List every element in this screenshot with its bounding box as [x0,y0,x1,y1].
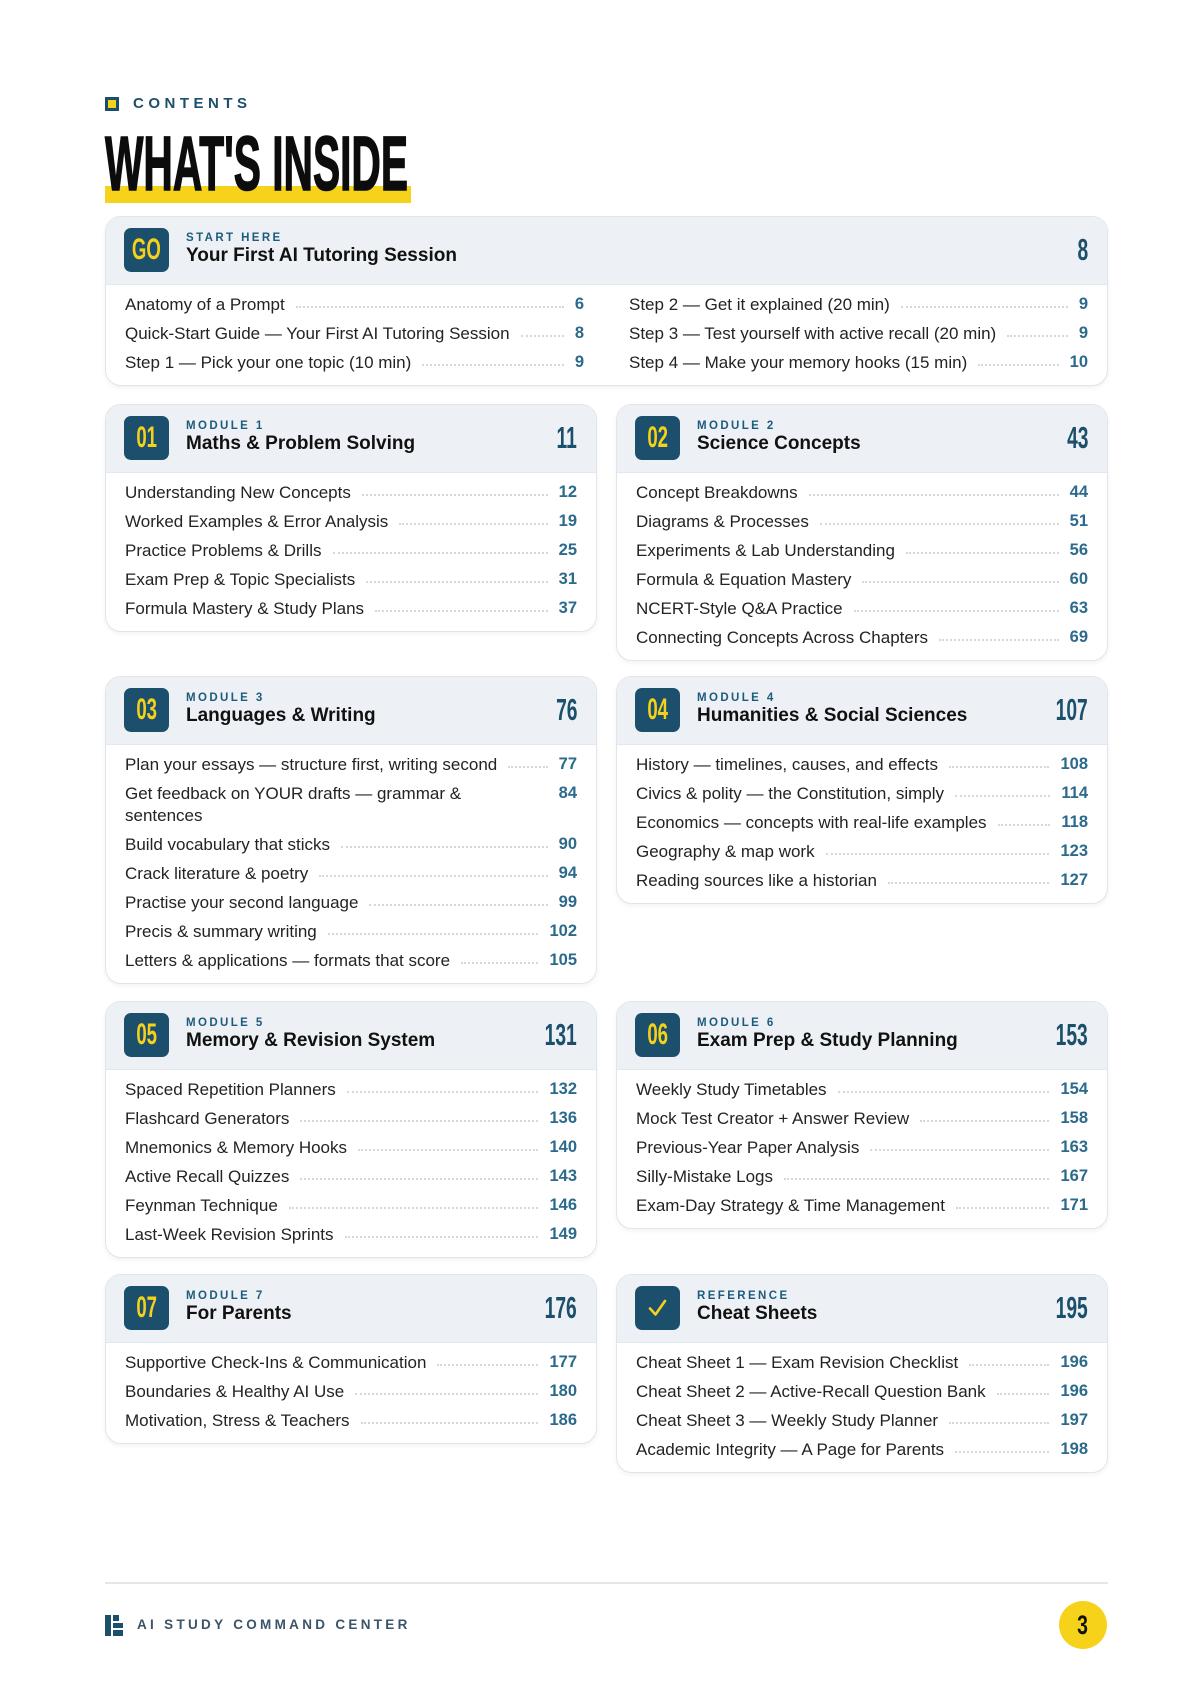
toc-entry[interactable] [125,1162,577,1191]
dot-leader [422,364,564,366]
section-badge [635,416,680,460]
entry-page: 8 [574,324,584,342]
toc-entry[interactable] [125,859,577,888]
dot-leader [399,523,547,525]
module-5-card [105,1001,597,1258]
toc-entry[interactable] [636,866,1088,895]
card-header[interactable] [617,1002,1107,1070]
entry-page: 90 [558,835,577,853]
page-number: 3 [1077,1609,1089,1640]
toc-entry[interactable] [125,917,577,946]
entry-title: Experiments & Lab Understanding [636,541,895,560]
entry-page: 197 [1060,1411,1088,1429]
entry-page: 143 [549,1167,577,1185]
toc-entry[interactable] [636,507,1088,536]
dot-leader [888,882,1050,884]
section-kicker: MODULE 2 [697,420,776,432]
dot-leader [361,1422,539,1424]
dot-leader [949,766,1049,768]
section-page: 107 [1055,692,1088,727]
entry-title: Weekly Study Timetables [636,1080,827,1099]
section-kicker: MODULE 5 [186,1017,265,1029]
entry-page: 149 [549,1225,577,1243]
dot-leader [1007,335,1068,337]
footer-divider [105,1582,1108,1584]
section-kicker: START HERE [186,232,283,244]
dot-leader [784,1178,1049,1180]
toc-entry[interactable] [125,507,577,536]
entry-title: Precis & summary writing [125,922,317,941]
section-page: 153 [1055,1017,1088,1052]
entry-title: Step 1 — Pick your one topic (10 min) [125,353,412,372]
module-3-card [105,676,597,984]
entry-page: 171 [1060,1196,1088,1214]
section-title: Memory & Revision System [186,1030,436,1051]
dot-leader [319,875,547,877]
section-badge [124,1286,169,1330]
entry-page: 37 [558,599,577,617]
entry-title: Cheat Sheet 3 — Weekly Study Planner [636,1411,939,1430]
entry-title: Mock Test Creator + Answer Review [636,1109,910,1128]
dot-leader [969,1364,1049,1366]
entry-list [617,1343,1107,1472]
toc-entry[interactable] [125,1075,577,1104]
toc-entry[interactable] [636,594,1088,623]
page-title-text: WHAT'S INSIDE [105,121,409,207]
entry-title: Reading sources like a historian [636,871,877,890]
section-page: 11 [556,420,577,455]
dot-leader [838,1091,1050,1093]
dot-leader [949,1422,1049,1424]
entry-title: Exam Prep & Topic Specialists [125,570,356,589]
entry-page: 9 [574,353,584,371]
dot-leader [375,610,548,612]
entry-title: Cheat Sheet 2 — Active-Recall Question Bank [636,1382,986,1401]
entry-title: Practise your second language [125,893,359,912]
entry-title: Step 3 — Test yourself with active recall (20 min) [629,324,997,343]
entry-page: 108 [1060,755,1088,773]
toc-entry[interactable] [125,1133,577,1162]
entry-title: History — timelines, causes, and effects [636,755,939,774]
badge-text: 06 [647,1018,668,1051]
entry-page: 9 [1078,324,1088,342]
dot-leader [347,1091,539,1093]
entry-title: Formula & Equation Mastery [636,570,852,589]
entry-title: Understanding New Concepts [125,483,351,502]
dot-leader [341,846,548,848]
entry-page: 196 [1060,1382,1088,1400]
section-title: Your First AI Tutoring Session [186,245,457,266]
section-title: Exam Prep & Study Planning [697,1030,958,1051]
section-kicker: MODULE 6 [697,1017,776,1029]
dot-leader [826,853,1050,855]
toc-entry[interactable] [125,319,584,348]
card-header[interactable] [617,1275,1107,1343]
toc-entry[interactable] [636,750,1088,779]
toc-entry[interactable] [636,1377,1088,1406]
toc-entry[interactable] [636,1075,1088,1104]
entry-list [106,745,596,983]
entry-title: Geography & map work [636,842,815,861]
dot-leader [300,1120,538,1122]
entry-title: Formula Mastery & Study Plans [125,599,365,618]
entry-title: Civics & polity — the Constitution, simply [636,784,944,803]
section-title: Science Concepts [697,433,861,454]
entry-title: Step 4 — Make your memory hooks (15 min) [629,353,968,372]
section-kicker: MODULE 7 [186,1290,265,1302]
dot-leader [437,1364,538,1366]
toc-entry[interactable] [125,779,577,830]
entry-list [106,473,596,631]
section-title: Humanities & Social Sciences [697,705,968,726]
toc-entry[interactable] [636,1406,1088,1435]
entry-page: 136 [549,1109,577,1127]
entry-title: Spaced Repetition Planners [125,1080,336,1099]
badge-text: 02 [647,421,668,454]
entry-title: Crack literature & poetry [125,864,309,883]
toc-entry[interactable] [636,808,1088,837]
section-badge [124,416,169,460]
entry-page: 94 [558,864,577,882]
section-badge [124,688,169,732]
toc-entry[interactable] [636,1191,1088,1220]
entry-page: 19 [558,512,577,530]
section-page: 8 [1077,232,1088,267]
card-header[interactable] [106,217,1107,285]
section-badge [635,688,680,732]
entry-page: 118 [1061,813,1088,831]
entry-title: Plan your essays — structure first, writing second [125,755,498,774]
card-header[interactable] [106,1002,596,1070]
entry-page: 198 [1060,1440,1088,1458]
toc-entry[interactable] [629,319,1088,348]
section-page: 131 [544,1017,577,1052]
toc-entry[interactable] [125,1191,577,1220]
toc-entry[interactable] [125,1104,577,1133]
badge-text: 04 [647,693,668,726]
dot-leader [461,962,538,964]
dot-leader [901,306,1068,308]
entry-page: 63 [1069,599,1088,617]
section-page: 176 [544,1290,577,1325]
module-6-card [616,1001,1108,1229]
entry-page: 146 [549,1196,577,1214]
badge-text: GO [132,233,161,266]
toc-entry[interactable] [636,1104,1088,1133]
entry-title: Flashcard Generators [125,1109,290,1128]
dot-leader [362,494,548,496]
entry-page: 6 [574,295,584,313]
entry-page: 132 [549,1080,577,1098]
toc-entry[interactable] [636,1348,1088,1377]
section-badge [635,1013,680,1057]
entry-title: Exam-Day Strategy & Time Management [636,1196,945,1215]
section-badge [124,1013,169,1057]
toc-entry[interactable] [636,1435,1088,1464]
toc-entry[interactable] [125,1220,577,1249]
module-7-card [105,1274,597,1444]
toc-entry[interactable] [125,478,577,507]
entry-list [106,285,1107,385]
entry-page: 167 [1060,1167,1088,1185]
entry-title: NCERT-Style Q&A Practice [636,599,843,618]
card-header[interactable] [617,677,1107,745]
entry-page: 154 [1060,1080,1088,1098]
dot-leader [296,306,564,308]
dot-leader [289,1207,539,1209]
entry-title: Feynman Technique [125,1196,278,1215]
entry-page: 25 [558,541,577,559]
entry-title: Quick-Start Guide — Your First AI Tutoring Session [125,324,510,343]
entry-title: Practice Problems & Drills [125,541,322,560]
toc-entry[interactable] [125,348,584,377]
entry-title: Cheat Sheet 1 — Exam Revision Checklist [636,1353,959,1372]
entry-title: Concept Breakdowns [636,483,798,502]
entry-page: 99 [558,893,577,911]
entry-title: Mnemonics & Memory Hooks [125,1138,348,1157]
entry-page: 10 [1069,353,1088,371]
dot-leader [355,1393,538,1395]
section-title: For Parents [186,1303,292,1324]
entry-page: 9 [1078,295,1088,313]
entry-title: Previous-Year Paper Analysis [636,1138,860,1157]
module-4-card [616,676,1108,904]
section-page: 43 [1066,420,1088,455]
toc-entry[interactable] [636,536,1088,565]
entry-page: 158 [1060,1109,1088,1127]
section-kicker: MODULE 3 [186,692,265,704]
entry-list [106,1070,596,1257]
toc-entry[interactable] [125,888,577,917]
dot-leader [820,523,1059,525]
contents-label: CONTENTS [133,95,252,112]
dot-leader [508,766,547,768]
badge-text: 03 [136,693,157,726]
entry-page: 60 [1069,570,1088,588]
square-bullet-icon [105,97,119,111]
entry-page: 44 [1069,483,1088,501]
page-number-badge [1059,1601,1107,1649]
toc-entry[interactable] [125,536,577,565]
entry-title: Economics — concepts with real-life examples [636,813,987,832]
reference-card [616,1274,1108,1473]
section-label [105,96,252,112]
dot-leader [906,552,1059,554]
section-page: 76 [555,692,577,727]
entry-title: Academic Integrity — A Page for Parents [636,1440,945,1459]
module-1-card [105,404,597,632]
entry-title: Boundaries & Healthy AI Use [125,1382,345,1401]
start-here-card [105,216,1108,386]
section-kicker: MODULE 1 [186,420,265,432]
entry-list [106,1343,596,1443]
dot-leader [345,1236,539,1238]
check-icon [635,1286,680,1330]
toc-entry[interactable] [125,1377,577,1406]
dot-leader [998,824,1051,826]
entry-page: 114 [1061,784,1088,802]
toc-entry[interactable] [125,1348,577,1377]
entry-page: 196 [1060,1353,1088,1371]
module-2-card [616,404,1108,661]
entry-title: Step 2 — Get it explained (20 min) [629,295,890,314]
section-kicker: MODULE 4 [697,692,776,704]
dot-leader [328,933,539,935]
dot-leader [955,1451,1049,1453]
toc-entry[interactable] [125,946,577,975]
dot-leader [366,581,547,583]
entry-list [617,1070,1107,1228]
entry-title: Active Recall Quizzes [125,1167,290,1186]
toc-entry[interactable] [636,837,1088,866]
dot-leader [369,904,547,906]
section-title: Languages & Writing [186,705,376,726]
toc-entry[interactable] [125,594,577,623]
entry-title: Worked Examples & Error Analysis [125,512,389,531]
dot-leader [854,610,1059,612]
badge-text: 01 [136,421,157,454]
entry-page: 102 [549,922,577,940]
dot-leader [955,795,1050,797]
dot-leader [978,364,1058,366]
toc-entry[interactable] [636,565,1088,594]
card-header[interactable] [106,1275,596,1343]
entry-page: 84 [558,784,577,802]
book-logo-icon [105,1615,123,1636]
toc-entry[interactable] [636,779,1088,808]
entry-page: 163 [1060,1138,1088,1156]
toc-entry[interactable] [636,623,1088,652]
entry-title: Get feedback on YOUR drafts — grammar & sentences [125,783,462,825]
card-header[interactable] [106,405,596,473]
dot-leader [862,581,1058,583]
entry-page: 56 [1069,541,1088,559]
dot-leader [521,335,564,337]
dot-leader [358,1149,538,1151]
entry-title: Supportive Check-Ins & Communication [125,1353,427,1372]
badge-text: 05 [136,1018,157,1051]
entry-title: Anatomy of a Prompt [125,295,285,314]
toc-entry[interactable] [629,348,1088,377]
dot-leader [939,639,1059,641]
entry-title: Silly-Mistake Logs [636,1167,773,1186]
entry-page: 180 [549,1382,577,1400]
section-kicker: REFERENCE [697,1290,790,1302]
entry-page: 51 [1069,512,1088,530]
section-badge [635,1286,680,1330]
entry-list [617,745,1107,903]
entry-title: Connecting Concepts Across Chapters [636,628,928,647]
toc-entry[interactable] [629,290,1088,319]
entry-title: Motivation, Stress & Teachers [125,1411,350,1430]
dot-leader [333,552,548,554]
page-title [105,121,425,207]
toc-entry[interactable] [125,565,577,594]
toc-entry[interactable] [125,830,577,859]
badge-text: 07 [136,1291,157,1324]
dot-leader [956,1207,1050,1209]
section-title: Cheat Sheets [697,1303,818,1324]
dot-leader [920,1120,1049,1122]
toc-entry[interactable] [125,750,577,779]
entry-page: 123 [1060,842,1088,860]
entry-title: Letters & applications — formats that score [125,951,451,970]
dot-leader [809,494,1059,496]
entry-page: 140 [549,1138,577,1156]
entry-page: 77 [558,755,577,773]
entry-title: Build vocabulary that sticks [125,835,331,854]
footer-brand: AI STUDY COMMAND CENTER [137,1617,411,1632]
entry-page: 177 [549,1353,577,1371]
card-header[interactable] [106,677,596,745]
entry-page: 12 [558,483,577,501]
entry-title: Diagrams & Processes [636,512,809,531]
toc-entry[interactable] [636,1162,1088,1191]
entry-page: 69 [1069,628,1088,646]
entry-title: Last-Week Revision Sprints [125,1225,334,1244]
dot-leader [997,1393,1050,1395]
toc-entry[interactable] [636,1133,1088,1162]
toc-entry[interactable] [125,1406,577,1435]
toc-entry[interactable] [125,290,584,319]
toc-entry[interactable] [636,478,1088,507]
section-page: 195 [1055,1290,1088,1325]
entry-page: 127 [1060,871,1088,889]
section-badge [124,228,169,272]
entry-page: 186 [549,1411,577,1429]
section-title: Maths & Problem Solving [186,433,416,454]
entry-list [617,473,1107,660]
card-header[interactable] [617,405,1107,473]
dot-leader [300,1178,538,1180]
dot-leader [870,1149,1049,1151]
entry-page: 105 [549,951,577,969]
entry-page: 31 [558,570,577,588]
